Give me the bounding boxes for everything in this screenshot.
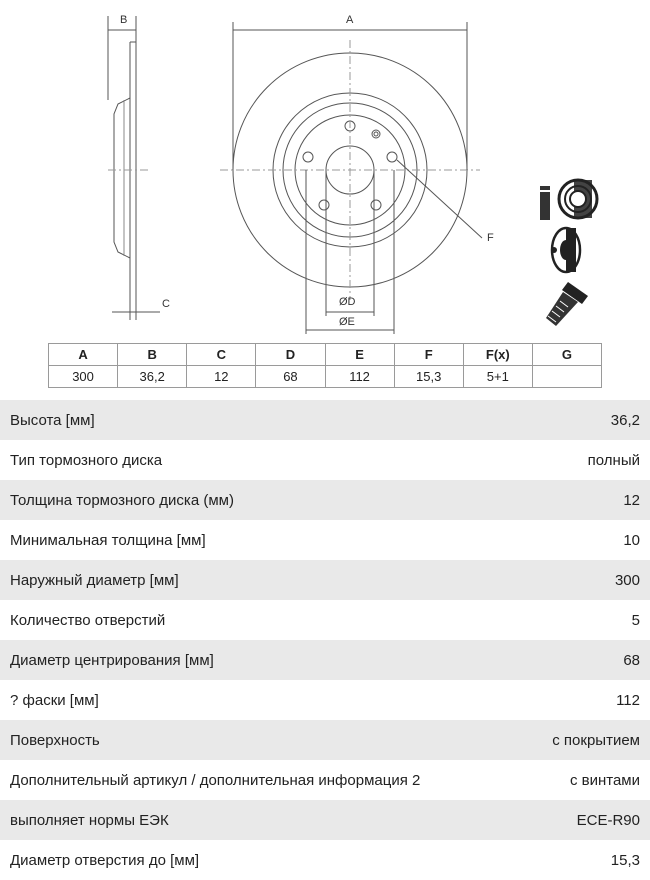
spec-row-outer-diameter [0, 560, 650, 600]
spec-row-height [0, 400, 650, 440]
spec-row-min-thickness [0, 520, 650, 560]
dim-value: 15,3 [394, 366, 463, 388]
dim-value: 68 [256, 366, 325, 388]
dim-value: 5+1 [463, 366, 532, 388]
dim-header: F(x) [463, 344, 532, 366]
brake-disc-drawing-svg [0, 0, 650, 340]
disc-with-sensor-icon [540, 180, 597, 220]
label-f: F [487, 232, 494, 244]
disc-profile-icon [551, 228, 580, 272]
spec-value: 112 [616, 691, 640, 709]
spec-label: Толщина тормозного диска (мм) [10, 491, 234, 509]
dim-value [532, 366, 601, 388]
dimension-table-value-row [49, 366, 602, 388]
spec-label: Поверхность [10, 731, 100, 749]
dim-header: A [49, 344, 118, 366]
spec-row-additional-info [0, 760, 650, 800]
dimension-table [48, 343, 602, 388]
spec-value: ECE-R90 [576, 811, 640, 829]
dim-header: D [256, 344, 325, 366]
spec-label: Тип тормозного диска [10, 451, 163, 469]
spec-label: выполняет нормы ЕЭК [10, 811, 169, 829]
spec-label: Количество отверстий [10, 611, 166, 629]
spec-value: 36,2 [610, 411, 640, 429]
dim-header: B [118, 344, 187, 366]
dimension-c [112, 312, 160, 320]
spec-value: 68 [623, 651, 640, 669]
dimension-b [108, 16, 136, 100]
spec-label: Наружный диаметр [мм] [10, 571, 179, 589]
dim-value: 300 [49, 366, 118, 388]
spec-value: полный [587, 451, 640, 469]
spec-label: Высота [мм] [10, 411, 95, 429]
spec-row-surface [0, 720, 650, 760]
spec-label: Диаметр центрирования [мм] [10, 651, 214, 669]
spec-value: с покрытием [552, 731, 640, 749]
dimension-table-header-row [49, 344, 602, 366]
spec-value: 10 [623, 531, 640, 549]
dim-header: G [532, 344, 601, 366]
spec-value: 15,3 [610, 851, 640, 869]
spec-label: Диаметр отверстия до [мм] [10, 851, 200, 869]
label-b: B [120, 14, 128, 26]
spec-row-disc-type [0, 440, 650, 480]
label-d: ØD [339, 296, 356, 308]
spec-row-chamfer [0, 680, 650, 720]
label-e: ØE [339, 316, 355, 328]
screw-icon [546, 282, 588, 326]
spec-label: Дополнительный артикул / дополнительная информация 2 [10, 771, 421, 789]
specs-list [0, 400, 650, 880]
spec-row-thickness [0, 480, 650, 520]
technical-drawing [0, 0, 650, 340]
dim-value: 12 [187, 366, 256, 388]
dimension-f [397, 160, 482, 238]
label-c: C [162, 298, 170, 310]
spec-value: с винтами [569, 771, 640, 789]
dim-value: 36,2 [118, 366, 187, 388]
label-a: A [346, 14, 354, 26]
spec-row-centering-diameter [0, 640, 650, 680]
spec-value: 12 [623, 491, 640, 509]
spec-value: 5 [631, 611, 640, 629]
spec-row-holes-count [0, 600, 650, 640]
spec-label: Минимальная толщина [мм] [10, 531, 206, 549]
disc-side-profile [108, 42, 148, 312]
spec-label: ? фаски [мм] [10, 691, 99, 709]
dim-value: 112 [325, 366, 394, 388]
spec-row-hole-diameter [0, 840, 650, 880]
spec-value: 300 [614, 571, 640, 589]
disc-front-view [220, 40, 480, 300]
spec-row-ece-norm [0, 800, 650, 840]
dim-header: F [394, 344, 463, 366]
dim-header: E [325, 344, 394, 366]
dim-header: C [187, 344, 256, 366]
